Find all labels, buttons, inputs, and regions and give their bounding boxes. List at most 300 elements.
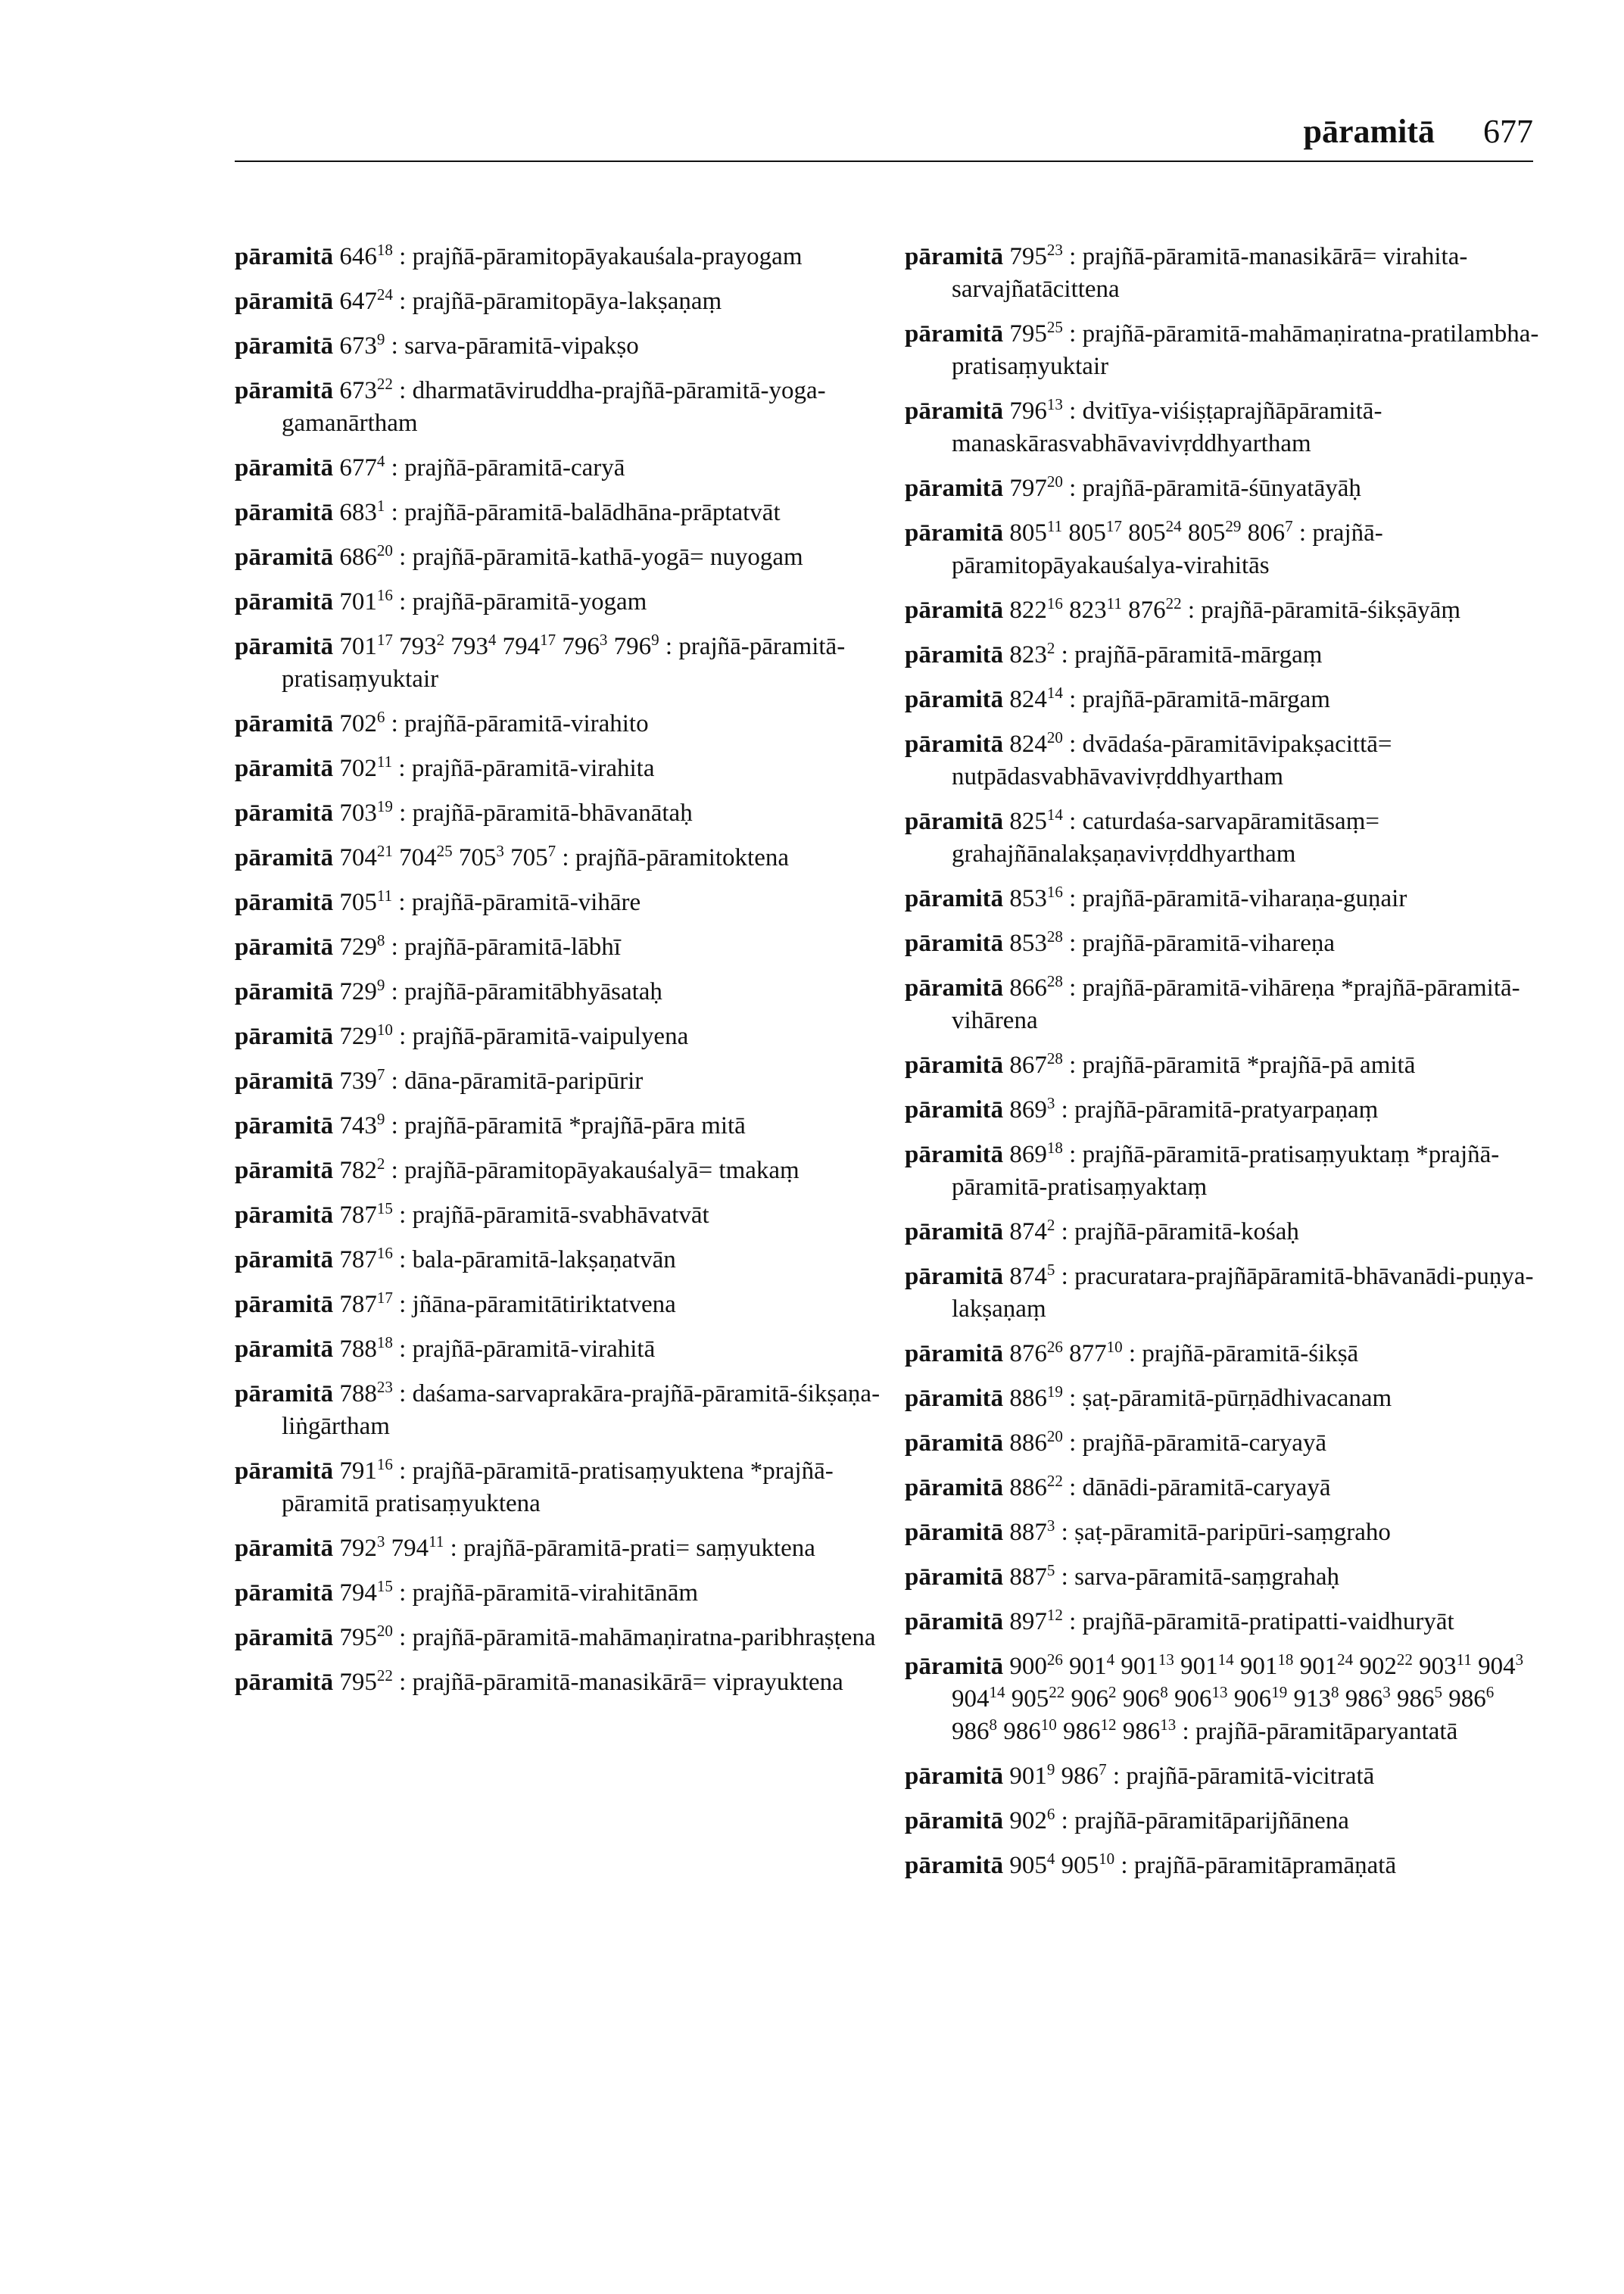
entry-gloss: prajñā-pāramitopāyakauśalyā= tmakaṃ — [404, 1157, 800, 1184]
reference — [1009, 1760, 1055, 1790]
reference-line: 12 — [1100, 1716, 1117, 1734]
page-number: 677 — [1483, 113, 1533, 150]
entry-references — [1009, 686, 1063, 713]
entry-headword: pāramitā — [235, 1380, 334, 1407]
reference — [1299, 1650, 1354, 1680]
reference-page: 913 — [1293, 1685, 1331, 1713]
reference-page: 704 — [339, 844, 377, 871]
reference-line: 13 — [1160, 1716, 1177, 1734]
reference-page: 647 — [339, 288, 377, 315]
reference — [1294, 1685, 1339, 1713]
reference-page: 705 — [510, 844, 548, 871]
reference-line: 10 — [1099, 1850, 1115, 1868]
reference — [1121, 1650, 1174, 1680]
reference-page: 805 — [1068, 519, 1106, 547]
reference — [339, 1624, 393, 1651]
index-entry: pāramitā $824^{20}$ : dvādaśa-pāramitāvipakṣacittā= nutpādasvabhāvavivṛddhyartham — [905, 728, 1392, 790]
reference-page: 793 — [399, 633, 437, 660]
reference-line: 17 — [540, 631, 556, 649]
entry-headword: pāramitā — [235, 1291, 334, 1318]
reference — [339, 588, 393, 616]
index-entry: pāramitā $869^3$ : prajñā-pāramitā-pratyarpaṇaṃ — [905, 1094, 1379, 1124]
reference — [339, 243, 393, 270]
entry-references — [1009, 1474, 1063, 1501]
entry-gloss: prajñā-pāramitā-mārgam — [1082, 686, 1330, 713]
reference — [1061, 1852, 1115, 1879]
entry-gloss: prajñā-pāramitā-vihāreṇa *prajñā-pāramitā-vihārena — [952, 974, 1520, 1034]
index-entry: pāramitā $677^4$ : prajñā-pāramitā-caryā — [235, 452, 625, 482]
reference-page: 792 — [339, 1535, 377, 1562]
entry-references — [339, 1246, 393, 1273]
entry-references — [339, 889, 392, 916]
head-word: pāramitā — [1303, 113, 1435, 150]
reference-page: 788 — [339, 1380, 377, 1407]
entry-headword: pāramitā — [235, 1336, 334, 1363]
reference-line: 19 — [376, 797, 393, 815]
entry-gloss: prajñā-pāramitā-śūnyatāyāḥ — [1082, 475, 1361, 502]
reference — [1123, 1685, 1168, 1713]
reference-page: 805 — [1128, 519, 1166, 547]
entry-headword: pāramitā — [905, 243, 1004, 270]
reference-line: 13 — [1158, 1650, 1174, 1669]
reference — [339, 633, 393, 660]
entry-references — [1009, 1049, 1063, 1079]
reference — [339, 1023, 393, 1050]
index-entry: pāramitā $702^{11}$ : prajñā-pāramitā-virahita — [235, 753, 655, 782]
index-entry: pāramitā $866^{28}$ : prajñā-pāramitā-vihāreṇa *prajñā-pāramitā-vihārena — [905, 972, 1520, 1034]
reference — [1063, 1718, 1117, 1745]
entry-headword: pāramitā — [905, 686, 1004, 713]
right-column — [905, 241, 1541, 1894]
entry-headword: pāramitā — [235, 1068, 334, 1095]
index-entry: pāramitā $701^{17}$ $793^2$ $793^4$ $794^{17}$ $796^3$ $796^9$ : prajñā-pāramitā-pratisaṃyuktair — [235, 631, 846, 693]
reference-page: 806 — [1247, 519, 1286, 547]
reference-line: 22 — [1049, 1683, 1065, 1701]
reference-line: 2 — [1046, 639, 1055, 657]
entry-headword: pāramitā — [905, 1385, 1004, 1412]
entry-references — [339, 1579, 393, 1607]
entry-gloss: dharmatāviruddha-prajñā-pāramitā-yoga-gamanārtham — [282, 377, 826, 437]
reference — [1009, 1608, 1063, 1635]
reference — [1188, 519, 1242, 547]
reference-line: 3 — [376, 1532, 385, 1551]
reference-page: 677 — [339, 454, 377, 482]
entry-references — [339, 633, 659, 660]
reference-line: 22 — [1396, 1650, 1413, 1669]
index-entry: pāramitā $701^{16}$ : prajñā-pāramitā-yogam — [235, 586, 647, 616]
reference — [339, 1157, 385, 1184]
reference-line: 9 — [376, 976, 385, 994]
entry-references — [1009, 1807, 1055, 1834]
entry-gloss: prajñā-pāramitā-pratisaṃyuktena *prajñā-pāramitā pratisaṃyuktena — [282, 1457, 834, 1517]
reference-page: 795 — [339, 1669, 377, 1696]
entry-headword: pāramitā — [235, 288, 334, 315]
reference — [1069, 1340, 1123, 1367]
reference-line: 11 — [376, 753, 393, 771]
reference-page: 901 — [1069, 1653, 1107, 1680]
index-entry: pāramitā $796^{13}$ : dvitīya-viśiṣṭaprajñāpāramitā-manaskārasvabhāvavivṛddhyartham — [905, 395, 1382, 457]
reference-line: 9 — [376, 1110, 385, 1128]
index-entry: pāramitā $797^{20}$ : prajñā-pāramitā-śūnyatāyāḥ — [905, 472, 1361, 502]
entry-gloss: prajñā-pāramitā-balādhāna-prāptatvāt — [404, 499, 781, 526]
reference-page: 867 — [1009, 1052, 1047, 1079]
entry-references — [339, 454, 385, 482]
entry-headword: pāramitā — [235, 799, 334, 827]
reference — [339, 799, 393, 827]
reference-page: 897 — [1009, 1608, 1047, 1635]
reference-page: 824 — [1009, 731, 1047, 758]
index-entry: pāramitā $686^{20}$ : prajñā-pāramitā-kathā-yogā= nuyogam — [235, 541, 803, 571]
entry-references — [339, 1065, 385, 1095]
reference — [1397, 1685, 1442, 1713]
reference — [459, 844, 504, 871]
reference — [1009, 927, 1063, 957]
entry-headword: pāramitā — [905, 930, 1004, 957]
reference-line: 3 — [1046, 1516, 1055, 1535]
index-entry: pāramitā $886^{19}$ : ṣaṭ-pāramitā-pūrṇādhivacanam — [905, 1382, 1392, 1412]
reference-page: 986 — [1345, 1685, 1383, 1713]
left-column — [235, 241, 886, 1711]
reference — [339, 377, 393, 404]
reference — [339, 499, 385, 526]
reference-page: 825 — [1009, 808, 1047, 835]
entry-headword: pāramitā — [235, 1669, 334, 1696]
reference-line: 2 — [436, 631, 445, 649]
index-entry: pāramitā $795^{22}$ : prajñā-pāramitā-manasikārā= viprayuktena — [235, 1666, 843, 1696]
reference-page: 874 — [1009, 1263, 1047, 1290]
reference-line: 16 — [376, 1244, 393, 1262]
index-entry: pāramitā $874^2$ : prajñā-pāramitā-kośaḥ — [905, 1216, 1299, 1245]
entry-headword: pāramitā — [905, 320, 1004, 348]
entry-headword: pāramitā — [905, 475, 1004, 502]
reference — [1239, 1650, 1294, 1680]
reference-line: 3 — [496, 842, 504, 860]
reference — [1069, 594, 1122, 624]
reference — [1478, 1650, 1524, 1680]
entry-references — [1009, 1760, 1107, 1790]
reference — [1009, 641, 1055, 669]
entry-references — [1009, 519, 1292, 547]
reference — [1009, 1429, 1063, 1457]
reference-line: 15 — [376, 1199, 393, 1217]
reference — [1009, 1474, 1063, 1501]
entry-references — [339, 933, 385, 961]
reference — [1009, 1382, 1063, 1412]
entry-headword: pāramitā — [235, 377, 334, 404]
running-head — [235, 106, 1533, 162]
reference-page: 793 — [450, 633, 488, 660]
entry-gloss: daśama-sarvaprakāra-prajñā-pāramitā-śikṣaṇa-liṅgārtham — [282, 1380, 881, 1440]
entry-headword: pāramitā — [905, 1340, 1004, 1367]
entry-references — [1009, 472, 1063, 502]
reference — [1069, 1650, 1115, 1680]
reference-line: 20 — [376, 541, 393, 559]
entry-references — [339, 1624, 393, 1651]
entry-gloss: prajñā-pāramitopāya-lakṣaṇaṃ — [412, 288, 722, 315]
entry-gloss: dvitīya-viśiṣṭaprajñāpāramitā-manaskārasvabhāvavivṛddhyartham — [952, 397, 1382, 457]
reference — [1128, 594, 1182, 624]
reference-line: 7 — [547, 842, 556, 860]
entry-references — [339, 710, 385, 737]
reference-page: 646 — [339, 243, 377, 270]
entry-references — [1009, 641, 1055, 669]
index-entry: pāramitā $867^{28}$ : prajñā-pāramitā *prajñā-pā amitā — [905, 1049, 1416, 1079]
index-entry: pāramitā $794^{15}$ : prajñā-pāramitā-virahitānām — [235, 1577, 699, 1607]
entry-references — [1009, 1141, 1063, 1168]
reference — [339, 454, 385, 482]
reference-line: 6 — [1046, 1805, 1055, 1823]
index-entry: pāramitā $673^9$ : sarva-pāramitā-vipakṣo — [235, 330, 639, 360]
reference-page: 901 — [1009, 1763, 1047, 1790]
reference-line: 24 — [376, 285, 393, 304]
entry-gloss: prajñā-pāramitā-prati= saṃyuktena — [463, 1535, 815, 1562]
reference-line: 22 — [376, 1666, 393, 1685]
entry-headword: pāramitā — [235, 633, 334, 660]
entry-gloss: prajñā-pāramitā-caryā — [404, 454, 625, 482]
reference-page: 887 — [1009, 1563, 1047, 1591]
entry-references — [1009, 243, 1063, 270]
reference-line: 5 — [1434, 1683, 1442, 1701]
index-entry: pāramitā $822^{16}$ $823^{11}$ $876^{22}$ : prajñā-pāramitā-śikṣāyāṃ — [905, 594, 1460, 624]
entry-gloss: prajñā-pāramitā-vaipulyena — [412, 1023, 689, 1050]
reference — [339, 844, 393, 871]
reference-line: 14 — [1046, 806, 1063, 824]
reference-line: 15 — [376, 1577, 393, 1595]
reference-page: 886 — [1009, 1385, 1047, 1412]
entry-gloss: prajñā-pāramitā-śikṣāyāṃ — [1201, 597, 1460, 624]
entry-gloss: jñāna-pāramitātiriktatvena — [412, 1291, 676, 1318]
reference-line: 1 — [376, 497, 385, 515]
reference — [1009, 320, 1063, 348]
entry-references — [1009, 808, 1063, 835]
reference-line: 18 — [1277, 1650, 1294, 1669]
reference-page: 729 — [339, 1023, 377, 1050]
reference — [562, 633, 607, 660]
reference — [1009, 728, 1063, 758]
reference-page: 794 — [391, 1535, 429, 1562]
reference-line: 4 — [376, 452, 385, 470]
reference-page: 702 — [339, 710, 377, 737]
reference — [1009, 397, 1063, 425]
index-entry: pāramitā $876^{26}$ $877^{10}$ : prajñā-pāramitā-śikṣā — [905, 1338, 1359, 1367]
reference-line: 11 — [1106, 594, 1122, 612]
reference-line: 8 — [1160, 1683, 1168, 1701]
reference-line: 22 — [1165, 594, 1182, 612]
reference-page: 796 — [562, 633, 600, 660]
entry-gloss: prajñā-pāramitā-virahitā — [412, 1336, 656, 1363]
entry-gloss: prajñā-pāramitā-manasikārā= viprayuktena — [412, 1669, 843, 1696]
entry-headword: pāramitā — [235, 978, 334, 1005]
reference-line: 17 — [376, 1289, 393, 1307]
reference — [450, 633, 496, 660]
reference-page: 743 — [339, 1112, 377, 1139]
reference — [1419, 1650, 1472, 1680]
reference — [1009, 594, 1063, 624]
reference-line: 11 — [376, 887, 393, 905]
reference — [339, 285, 393, 315]
entry-headword: pāramitā — [235, 1157, 334, 1184]
entry-references — [339, 499, 385, 526]
index-entry: pāramitā $824^{14}$ : prajñā-pāramitā-mārgam — [905, 684, 1330, 713]
reference — [339, 1666, 393, 1696]
reference-line: 9 — [1046, 1760, 1055, 1778]
reference-line: 16 — [376, 1455, 393, 1473]
reference — [399, 844, 453, 871]
index-entry: pāramitā $853^{28}$ : prajñā-pāramitā-vihareṇa — [905, 927, 1336, 957]
entry-references — [1009, 1096, 1055, 1124]
entry-gloss: prajñā-pāramitā-mahāmaṇiratna-paribhraṣṭena — [412, 1624, 876, 1651]
entry-gloss: prajñā-pāramitā-virahita — [411, 755, 655, 782]
entry-gloss: prajñā-pāramitā-śikṣā — [1142, 1340, 1359, 1367]
entry-headword: pāramitā — [235, 499, 334, 526]
entry-gloss: dāna-pāramitā-paripūrir — [404, 1068, 644, 1095]
entry-references — [339, 1666, 393, 1696]
entry-gloss: prajñā-pāramitā *prajñā-pāra mitā — [404, 1112, 746, 1139]
entry-gloss: dvādaśa-pāramitāvipakṣacittā= nutpādasvabhāvavivṛddhyartham — [952, 731, 1392, 790]
reference — [1128, 519, 1182, 547]
entry-headword: pāramitā — [905, 1429, 1004, 1457]
entry-headword: pāramitā — [905, 1218, 1004, 1245]
reference-line: 25 — [1046, 318, 1063, 336]
entry-headword: pāramitā — [235, 1246, 334, 1273]
entry-gloss: prajñā-pāramitā-caryayā — [1082, 1429, 1327, 1457]
index-entry: pāramitā $788^{23}$ : daśama-sarvaprakāra-prajñā-pāramitā-śikṣaṇa-liṅgārtham — [235, 1378, 881, 1440]
index-entry: pāramitā $739^7$ : dāna-pāramitā-paripūrir — [235, 1065, 644, 1095]
reference-line: 25 — [436, 842, 453, 860]
reference-page: 824 — [1009, 686, 1047, 713]
entry-gloss: prajñā-pāramitā-virahitānām — [412, 1579, 699, 1607]
entry-references — [1009, 1340, 1122, 1367]
reference-page: 805 — [1009, 519, 1047, 547]
reference-page: 986 — [1122, 1718, 1161, 1745]
reference-line: 10 — [376, 1021, 393, 1039]
reference — [1174, 1685, 1228, 1713]
reference — [339, 978, 385, 1005]
entry-references — [1009, 1516, 1055, 1546]
entry-headword: pāramitā — [905, 1852, 1004, 1879]
reference-line: 4 — [1106, 1650, 1115, 1669]
entry-headword: pāramitā — [235, 933, 334, 961]
reference-page: 729 — [339, 933, 377, 961]
entry-headword: pāramitā — [235, 1624, 334, 1651]
entry-headword: pāramitā — [905, 974, 1004, 1002]
reference-page: 823 — [1069, 597, 1107, 624]
entry-headword: pāramitā — [235, 844, 334, 871]
reference-line: 3 — [1382, 1683, 1391, 1701]
reference — [1009, 1516, 1055, 1546]
reference-page: 905 — [1009, 1852, 1047, 1879]
reference — [391, 1532, 444, 1562]
index-entry: pāramitā $805^{11}$ $805^{17}$ $805^{24}$ $805^{29}$ $806^7$ : prajñā-pāramitopāyakauśalya-virahitās — [905, 517, 1383, 579]
reference-page: 901 — [1299, 1653, 1338, 1680]
reference-page: 795 — [339, 1624, 377, 1651]
entry-gloss: sarva-pāramitā-vipakṣo — [404, 332, 639, 360]
entry-references — [339, 1291, 393, 1318]
entry-headword: pāramitā — [235, 1202, 334, 1229]
entry-headword: pāramitā — [905, 885, 1004, 912]
reference-line: 11 — [429, 1532, 444, 1551]
index-entry: pāramitā $683^1$ : prajñā-pāramitā-balādhāna-prāptatvāt — [235, 497, 781, 526]
index-entry: pāramitā $702^6$ : prajñā-pāramitā-virahito — [235, 708, 649, 737]
reference-page: 906 — [1174, 1685, 1212, 1713]
index-entry: pāramitā $869^{18}$ : prajñā-pāramitā-pratisaṃyuktaṃ *prajñā-pāramitā-pratisaṃyaktaṃ — [905, 1139, 1500, 1201]
reference — [1009, 1852, 1055, 1879]
reference-line: 26 — [1046, 1650, 1063, 1669]
entry-gloss: bala-pāramitā-lakṣaṇatvān — [412, 1246, 676, 1273]
reference — [1345, 1685, 1391, 1713]
reference — [1009, 1263, 1055, 1290]
reference-page: 986 — [1061, 1763, 1099, 1790]
entry-references — [1009, 320, 1063, 348]
reference-page: 796 — [613, 633, 652, 660]
index-entry: pāramitā $787^{16}$ : bala-pāramitā-lakṣaṇatvān — [235, 1244, 676, 1273]
entry-gloss: prajñā-pāramitā-mahāmaṇiratna-pratilambha-pratisaṃyuktair — [952, 320, 1539, 380]
reference-page: 805 — [1187, 519, 1226, 547]
reference-line: 29 — [1225, 517, 1242, 535]
reference-page: 794 — [339, 1579, 377, 1607]
entry-gloss: prajñā-pāramitā-kośaḥ — [1074, 1218, 1299, 1245]
reference-page: 986 — [952, 1718, 990, 1745]
entry-headword: pāramitā — [235, 332, 334, 360]
reference — [1009, 1563, 1055, 1591]
entry-gloss: prajñā-pāramitā-svabhāvatvāt — [412, 1202, 709, 1229]
reference-page: 787 — [339, 1291, 377, 1318]
entry-gloss: prajñā-pāramitā-pratipatti-vaidhuryāt — [1082, 1608, 1454, 1635]
entry-references — [339, 1199, 393, 1229]
entry-references — [1009, 1382, 1063, 1412]
reference-page: 901 — [1121, 1653, 1158, 1680]
index-entry: pāramitā $705^{11}$ : prajñā-pāramitā-vihāre — [235, 887, 641, 916]
reference-page: 986 — [1448, 1685, 1486, 1713]
reference-line: 24 — [1337, 1650, 1354, 1669]
reference-line: 12 — [1046, 1606, 1063, 1624]
reference-line: 24 — [1165, 517, 1182, 535]
reference-page: 704 — [399, 844, 437, 871]
reference-line: 20 — [1046, 728, 1063, 746]
reference — [503, 633, 556, 660]
index-entry: pāramitā $787^{17}$ : jñāna-pāramitātiriktatvena — [235, 1289, 676, 1318]
entry-gloss: prajñā-pāramitā-vihāre — [411, 889, 641, 916]
reference-page: 703 — [339, 799, 377, 827]
reference — [339, 1246, 393, 1273]
index-entry: pāramitā $729^8$ : prajñā-pāramitā-lābhī — [235, 931, 621, 961]
reference-line: 20 — [1046, 472, 1063, 491]
reference-page: 729 — [339, 978, 377, 1005]
reference-line: 8 — [376, 931, 385, 949]
reference-line: 7 — [1285, 517, 1293, 535]
reference-line: 22 — [1046, 1472, 1063, 1490]
reference-page: 886 — [1009, 1429, 1047, 1457]
entry-gloss: prajñā-pāramitā-lābhī — [404, 933, 621, 961]
reference-line: 28 — [1046, 1049, 1063, 1068]
reference-page: 904 — [952, 1685, 990, 1713]
entry-references — [339, 1112, 385, 1139]
reference-page: 705 — [458, 844, 497, 871]
entry-headword: pāramitā — [235, 1112, 334, 1139]
entry-headword: pāramitā — [235, 1457, 334, 1485]
index-entry: pāramitā $729^{10}$ : prajñā-pāramitā-vaipulyena — [235, 1021, 689, 1050]
reference-page: 683 — [339, 499, 377, 526]
reference-line: 19 — [1046, 1382, 1063, 1401]
entry-references — [339, 799, 393, 827]
reference — [339, 933, 385, 961]
index-entry: pāramitā $703^{19}$ : prajñā-pāramitā-bhāvanātaḥ — [235, 797, 693, 827]
reference-line: 8 — [1331, 1683, 1339, 1701]
reference-page: 986 — [1063, 1718, 1101, 1745]
entry-references — [339, 332, 385, 360]
reference — [1234, 1685, 1288, 1713]
entry-gloss: prajñā-pāramitābhyāsataḥ — [404, 978, 662, 1005]
